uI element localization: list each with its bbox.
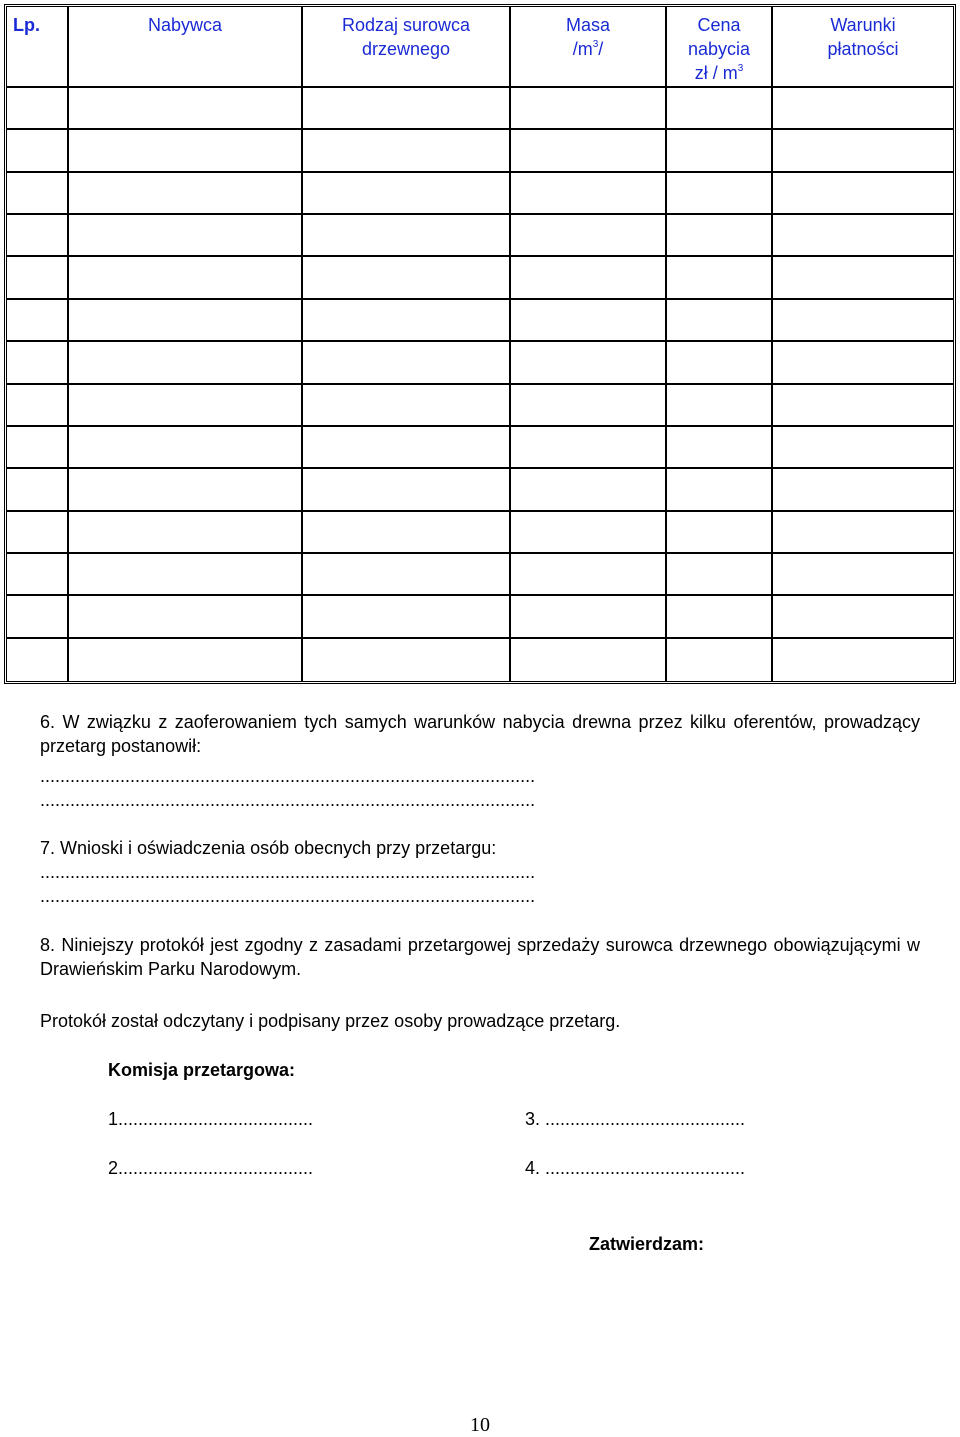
table-cell — [7, 554, 69, 596]
table-cell — [667, 88, 773, 130]
table-cell — [667, 596, 773, 638]
table-cell — [7, 130, 69, 172]
col-header-price-unit: zł / m — [694, 63, 738, 83]
col-header-mass-slash: / — [598, 39, 604, 59]
col-header-buyer-text: Nabywca — [147, 15, 223, 35]
table-cell — [69, 639, 303, 681]
table-cell — [511, 427, 667, 469]
table-cell — [303, 512, 511, 554]
table-cell — [667, 512, 773, 554]
col-header-payment-line1: Warunki — [830, 15, 896, 35]
table-cell — [667, 469, 773, 511]
table-cell — [667, 257, 773, 299]
closing-text: Protokół został odczytany i podpisany przez osoby prowadzące przetarg. — [40, 1011, 621, 1031]
signature-line-4: 4. ........................................ — [525, 1158, 746, 1178]
table-cell — [69, 215, 303, 257]
table-cell — [303, 257, 511, 299]
table-cell — [303, 469, 511, 511]
col-header-payment — [773, 7, 953, 88]
table-cell — [511, 554, 667, 596]
table-cell — [511, 596, 667, 638]
table-cell — [511, 469, 667, 511]
sales-table-grid — [7, 7, 953, 681]
table-cell — [7, 639, 69, 681]
table-cell — [69, 385, 303, 427]
table-cell — [773, 130, 953, 172]
col-header-buyer — [69, 7, 303, 88]
table-cell — [7, 512, 69, 554]
table-cell — [667, 342, 773, 384]
table-cell — [7, 427, 69, 469]
col-header-lp-text: Lp. — [13, 15, 40, 35]
table-cell — [303, 596, 511, 638]
table-cell — [511, 173, 667, 215]
table-cell — [773, 173, 953, 215]
table-cell — [773, 385, 953, 427]
table-cell — [773, 554, 953, 596]
col-header-mass-line1: Masa — [565, 15, 610, 35]
table-cell — [773, 257, 953, 299]
col-header-price-line1: Cena — [697, 15, 741, 35]
section-8-text: 8. Niniejszy protokół jest zgodny z zasadami przetargowej sprzedaży surowca drzewnego obowiązującymi w Drawieńskim Parku Narodowym. — [40, 935, 920, 979]
table-cell — [7, 385, 69, 427]
page-number: 10 — [470, 1414, 490, 1436]
table-cell — [511, 342, 667, 384]
col-header-mass-unit: /m — [572, 39, 593, 59]
section-6-dots-2: ................................................................................................... — [40, 790, 536, 810]
table-cell — [7, 342, 69, 384]
table-cell — [303, 385, 511, 427]
table-cell — [7, 469, 69, 511]
table-cell — [69, 173, 303, 215]
table-cell — [303, 130, 511, 172]
table-cell — [69, 342, 303, 384]
table-cell — [69, 130, 303, 172]
col-header-wood-type-line2: drzewnego — [361, 39, 451, 59]
table-cell — [69, 469, 303, 511]
table-cell — [7, 88, 69, 130]
table-cell — [667, 215, 773, 257]
table-cell — [511, 385, 667, 427]
table-cell — [7, 300, 69, 342]
table-cell — [303, 639, 511, 681]
col-header-mass — [511, 7, 667, 88]
table-cell — [667, 300, 773, 342]
table-cell — [667, 130, 773, 172]
table-cell — [303, 342, 511, 384]
signature-line-2: 2....................................... — [108, 1158, 314, 1178]
table-cell — [69, 257, 303, 299]
table-cell — [303, 173, 511, 215]
col-header-price-line3 — [667, 61, 771, 85]
table-cell — [69, 427, 303, 469]
table-cell — [667, 639, 773, 681]
table-cell — [511, 257, 667, 299]
section-7-text: 7. Wnioski i oświadczenia osób obecnych przy przetargu: — [40, 838, 497, 858]
signature-line-1: 1....................................... — [108, 1109, 314, 1129]
table-cell — [303, 554, 511, 596]
table-cell — [69, 88, 303, 130]
table-cell — [773, 469, 953, 511]
table-cell — [511, 130, 667, 172]
table-cell — [773, 512, 953, 554]
table-cell — [69, 512, 303, 554]
col-header-lp — [7, 7, 69, 88]
table-cell — [667, 554, 773, 596]
table-cell — [303, 88, 511, 130]
table-cell — [773, 342, 953, 384]
col-header-payment-line2: płatności — [827, 39, 899, 59]
sales-table — [4, 4, 956, 684]
table-cell — [773, 427, 953, 469]
col-header-wood-type-line1: Rodzaj surowca — [341, 15, 471, 35]
table-cell — [7, 215, 69, 257]
table-cell — [7, 596, 69, 638]
table-cell — [303, 300, 511, 342]
table-cell — [511, 215, 667, 257]
table-cell — [667, 385, 773, 427]
signature-line-3: 3. ........................................ — [525, 1109, 746, 1129]
table-cell — [667, 427, 773, 469]
section-6-text: 6. W związku z zaoferowaniem tych samych warunków nabycia drewna przez kilku oferentów, prowadzący przetarg postanowił: — [40, 712, 920, 756]
table-cell — [667, 173, 773, 215]
col-header-price-line2: nabycia — [687, 39, 751, 59]
col-header-price-sup: 3 — [737, 63, 744, 74]
table-cell — [69, 596, 303, 638]
table-cell — [773, 639, 953, 681]
table-cell — [773, 596, 953, 638]
table-cell — [69, 554, 303, 596]
commission-title: Komisja przetargowa: — [108, 1060, 296, 1080]
section-7-dots-2: ................................................................................................... — [40, 886, 536, 906]
table-cell — [7, 257, 69, 299]
col-header-mass-sup: 3 — [592, 39, 599, 50]
section-6-dots-1: ................................................................................................... — [40, 766, 536, 786]
table-cell — [303, 427, 511, 469]
table-cell — [69, 300, 303, 342]
table-cell — [511, 639, 667, 681]
table-cell — [773, 300, 953, 342]
table-cell — [511, 512, 667, 554]
approve-label: Zatwierdzam: — [589, 1234, 705, 1254]
table-cell — [773, 215, 953, 257]
section-7-dots-1: ................................................................................................... — [40, 862, 536, 882]
table-cell — [511, 88, 667, 130]
col-header-wood-type — [303, 7, 511, 88]
table-cell — [303, 215, 511, 257]
col-header-price — [667, 7, 773, 88]
table-cell — [773, 88, 953, 130]
table-cell — [7, 173, 69, 215]
table-cell — [511, 300, 667, 342]
col-header-mass-line2 — [511, 37, 665, 61]
